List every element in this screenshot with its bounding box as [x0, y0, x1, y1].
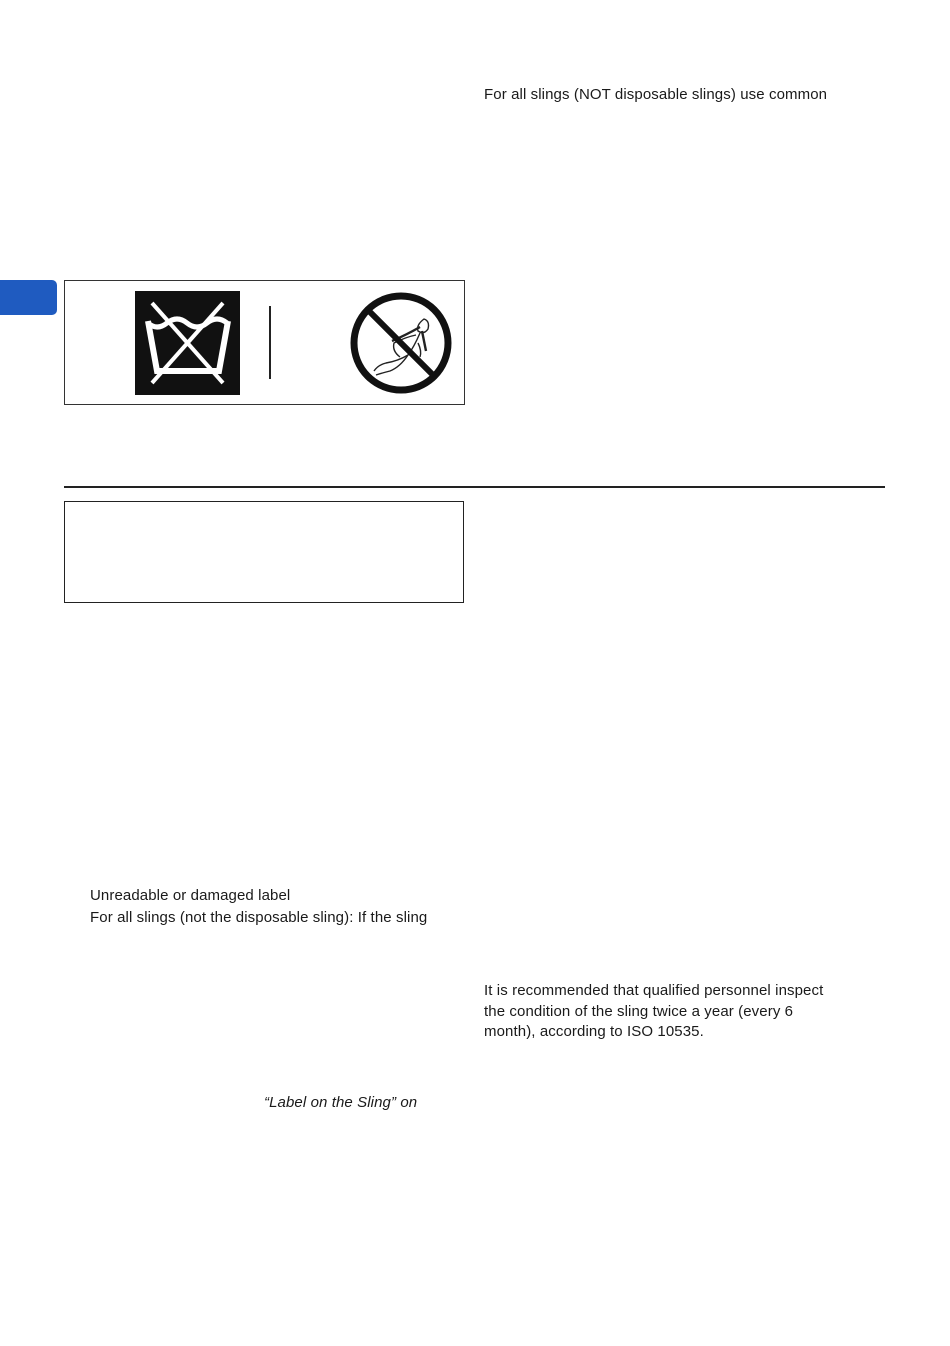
inspection-line-1: It is recommended that qualified personnel inspect [484, 982, 824, 999]
section-divider [64, 486, 885, 488]
inspection-line-2: the condition of the sling twice a year (every 6 [484, 1003, 794, 1020]
label-heading: Unreadable or damaged label [90, 887, 291, 904]
inspection-line-3: month), according to ISO 10535. [484, 1023, 704, 1040]
do-not-lift-patient-icon [348, 291, 454, 395]
note-box [64, 501, 464, 603]
label-text: For all slings (not the disposable sling): If the sling [90, 909, 428, 926]
chapter-side-tab [0, 280, 57, 315]
symbol-divider [269, 306, 271, 379]
do-not-wash-icon [135, 291, 240, 395]
label-reference: “Label on the Sling” on [264, 1094, 418, 1111]
cleaning-intro-text: For all slings (NOT disposable slings) use common [484, 86, 828, 103]
